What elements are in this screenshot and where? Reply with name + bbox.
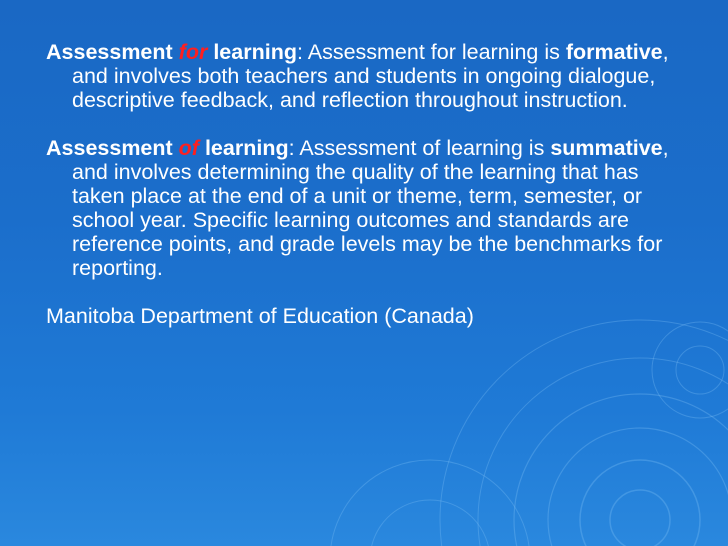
term-highlight: of [178, 136, 199, 160]
paragraph-assessment-of-learning [46, 136, 696, 280]
term-word: learning [204, 136, 289, 160]
term-word: Assessment [46, 136, 173, 160]
term-word: Assessment [46, 40, 173, 64]
term-word: learning [213, 40, 297, 64]
definition-text: : Assessment for learning is [296, 40, 566, 64]
definition-text: : Assessment of learning is [288, 136, 551, 160]
definition-text: , and involves determining the quality of the learning that has taken place at the end of a unit or theme, term, semester, or school year. Specific learning outcomes and standards are reference points, and grade levels may be the benchmarks for reporting. [72, 136, 669, 280]
term-highlight: for [178, 40, 208, 64]
key-term: summative [550, 136, 663, 160]
definition-text: , and involves both teachers and students in ongoing dialogue, descriptive feedback, and reflection throughout instruction. [72, 40, 669, 112]
slide-content [46, 40, 696, 328]
source-citation: Manitoba Department of Education (Canada) [46, 304, 474, 328]
key-term: formative [565, 40, 663, 64]
paragraph-assessment-for-learning [46, 40, 696, 112]
